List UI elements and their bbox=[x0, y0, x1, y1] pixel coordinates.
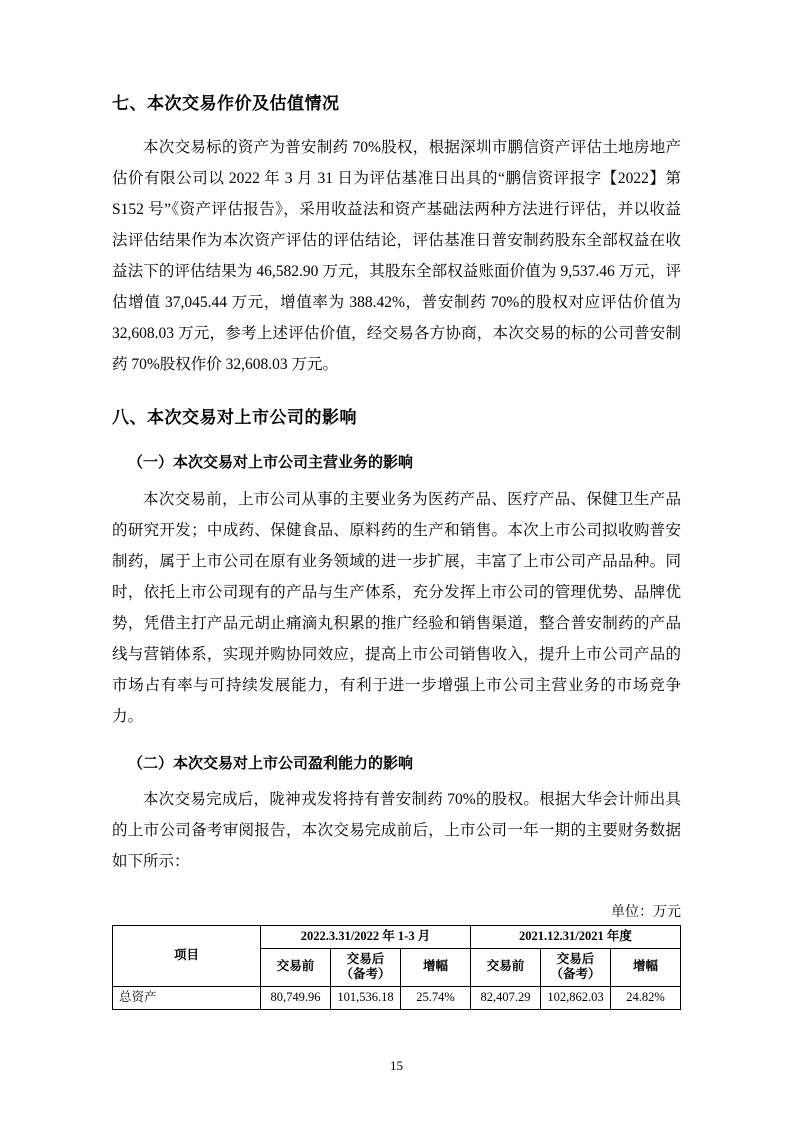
table-header-period-2: 2021.12.31/2021 年度 bbox=[470, 926, 680, 949]
subsection-8-1-paragraph-1: 本次交易前，上市公司从事的主要业务为医药产品、医疗产品、保健卫生产品的研究开发；中成药、保健食品、原料药的生产和销售。本次上市公司拟收购普安制药，属于上市公司在原有业务领域的进一步扩展，丰富了上市公司产品品种。同时，依托上市公司现有的产品与生产体系，充分发挥上市公司的管理优势、品牌优势，凭借主打产品元胡止痛滴丸积累的推广经验和销售渠道，整合普安制药的产品线与营销体系，实现并购协同效应，提高上市公司销售收入，提升上市公司产品的市场占有率与可持续发展能力，有利于进一步增强上市公司主营业务的市场竞争力。 bbox=[112, 490, 681, 725]
table-subheader-growth-2-line1: 增幅 bbox=[632, 959, 658, 974]
table-header-item: 项目 bbox=[113, 926, 261, 987]
table-subheader-before-2-line1: 交易前 bbox=[486, 959, 525, 974]
table-subheader-after-2-line1: 交易后 bbox=[556, 951, 595, 966]
table-subheader-before-1 bbox=[260, 948, 330, 986]
table-subheader-growth-1 bbox=[400, 948, 470, 986]
table-unit-label: 单位：万元 bbox=[611, 905, 681, 920]
table-cell-total-assets-after-1: 101,536.18 bbox=[330, 986, 400, 1009]
table-cell-total-assets-growth-1: 25.74% bbox=[400, 986, 470, 1009]
table-cell-total-assets-after-2: 102,862.03 bbox=[540, 986, 610, 1009]
page-number: 15 bbox=[390, 1058, 403, 1073]
table-cell-total-assets-before-1: 80,749.96 bbox=[260, 986, 330, 1009]
financial-comparison-table bbox=[112, 925, 681, 1010]
subsection-8-2-paragraph-1: 本次交易完成后，陇神戎发将持有普安制药 70%的股权。根据大华会计师出具的上市公司备考审阅报告，本次交易完成前后，上市公司一年一期的主要财务数据如下所示： bbox=[112, 791, 681, 870]
table-row-label-total-assets: 总资产 bbox=[113, 986, 261, 1009]
table-row bbox=[113, 986, 681, 1009]
table-group-header-row bbox=[113, 926, 681, 949]
table-subheader-after-1 bbox=[330, 948, 400, 986]
table-subheader-before-1-line1: 交易前 bbox=[276, 959, 315, 974]
table-cell-total-assets-before-2: 82,407.29 bbox=[470, 986, 540, 1009]
section-7-paragraph-1: 本次交易标的资产为普安制药 70%股权，根据深圳市鹏信资产评估土地房地产估价有限公司以 2022 年 3 月 31 日为评估基准日出具的“鹏信资评报字【2022】第 S152 号”《资产评估报告》，采用收益法和资产基础法两种方法进行评估，并以收益法评估结果作为本次资产评估的评估结论，评估基准日普安制药股东全部权益在收益法下的评估结果为 46,582.90 万元，其股东全部权益账面价值为 9,537.46 万元，评估增值 37,045.44 万元，增值率为 388.42%，普安制药 70%的股权对应评估价值为 32,608.03 万元，参考上述评估价值，经交易各方协商，本次交易的标的公司普安制药 70%股权作价 32,608.03 万元。 bbox=[112, 138, 681, 373]
subsection-heading-8-1: （一）本次交易对上市公司主营业务的影响 bbox=[128, 453, 414, 471]
table-header-period-1: 2022.3.31/2022 年 1-3 月 bbox=[260, 926, 470, 949]
table-subheader-after-1-line2: （备考） bbox=[340, 967, 391, 982]
table-subheader-after-2-line2: （备考） bbox=[550, 967, 601, 982]
section-heading-8: 八、本次交易对上市公司的影响 bbox=[112, 407, 357, 428]
section-heading-7: 七、本次交易作价及估值情况 bbox=[112, 94, 340, 114]
table-subheader-growth-2 bbox=[610, 948, 680, 986]
table-subheader-after-2 bbox=[540, 948, 610, 986]
table-subheader-growth-1-line1: 增幅 bbox=[422, 959, 448, 974]
table-subheader-after-1-line1: 交易后 bbox=[346, 951, 385, 966]
table-cell-total-assets-growth-2: 24.82% bbox=[610, 986, 680, 1009]
subsection-heading-8-2: （二）本次交易对上市公司盈利能力的影响 bbox=[128, 753, 414, 772]
table-subheader-before-2 bbox=[470, 948, 540, 986]
